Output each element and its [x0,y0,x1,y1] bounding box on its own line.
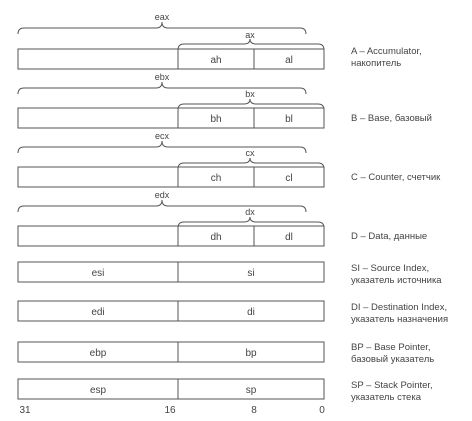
register-row-edx [18,190,324,246]
register-label-edi: edi [91,307,105,318]
register-box-esi [18,262,324,282]
brace-ecx [18,141,306,153]
description-line: накопитель [351,58,402,69]
sub-label-dx: dx [245,207,255,217]
register-box-edx [18,226,324,246]
register-box-edi [18,301,324,321]
register-label-ah: ah [210,55,222,66]
description-line: указатель стека [351,392,421,403]
description-line: указатель назначения [351,314,449,325]
sub-label-ax: ax [245,30,255,40]
bit-label-8: 8 [251,405,257,416]
group-label-eax: eax [154,12,170,22]
register-row-ebp [18,342,324,362]
description-counter [351,172,471,184]
register-label-esp: esp [89,385,107,396]
description-line: BP – Base Pointer, [351,342,431,353]
register-label-bl: bl [285,114,293,125]
register-row-edi [18,301,324,321]
register-row-esi [18,262,324,282]
register-box-ecx [18,167,324,187]
brace-ebx [18,82,306,94]
register-box-esp [18,379,324,399]
group-label-ebx: ebx [154,72,170,82]
description-base [351,113,471,125]
description-line: указатель источника [351,275,442,286]
description-destination-index [351,302,471,326]
bit-label-16: 16 [164,405,176,416]
group-label-edx: edx [154,190,170,200]
register-label-bh: bh [210,114,222,125]
register-box-eax [18,49,324,69]
description-base-pointer [351,342,471,366]
bit-label-0: 0 [319,405,325,416]
brace-eax [18,22,306,34]
register-label-dl: dl [285,232,293,243]
description-line: DI – Destination Index, [351,302,448,313]
register-label-ch: ch [210,173,222,184]
register-row-esp [18,379,324,399]
register-label-sp: sp [245,385,257,396]
group-label-ecx: ecx [154,131,170,141]
register-row-ecx [18,131,324,187]
bit-label-31: 31 [19,405,31,416]
description-accumulator [351,46,471,70]
register-box-ebp [18,342,324,362]
bit-position-axis [19,405,325,416]
register-label-ebp: ebp [89,348,107,359]
description-line: D – Data, данные [351,231,428,242]
register-row-ebx [18,72,324,128]
description-data [351,231,471,243]
sub-label-cx: cx [245,148,255,158]
brace-edx [18,200,306,212]
description-line: C – Counter, счетчик [351,172,441,183]
register-label-al: al [285,55,293,66]
sub-label-bx: bx [245,89,255,99]
register-label-si: si [247,268,255,279]
description-line: SP – Stack Pointer, [351,380,433,391]
description-line: B – Base, базовый [351,113,432,124]
register-label-dh: dh [210,232,222,243]
description-stack-pointer [351,380,471,404]
description-line: SI – Source Index, [351,263,430,274]
description-source-index [351,263,471,287]
brace-ax [178,39,324,50]
register-label-cl: cl [285,173,293,184]
register-box-ebx [18,108,324,128]
description-line: базовый указатель [351,354,435,365]
description-line: A – Accumulator, [351,46,422,57]
register-label-esi: esi [91,268,105,279]
register-row-eax [18,12,324,69]
register-label-di: di [247,307,255,318]
register-label-bp: bp [245,348,257,359]
